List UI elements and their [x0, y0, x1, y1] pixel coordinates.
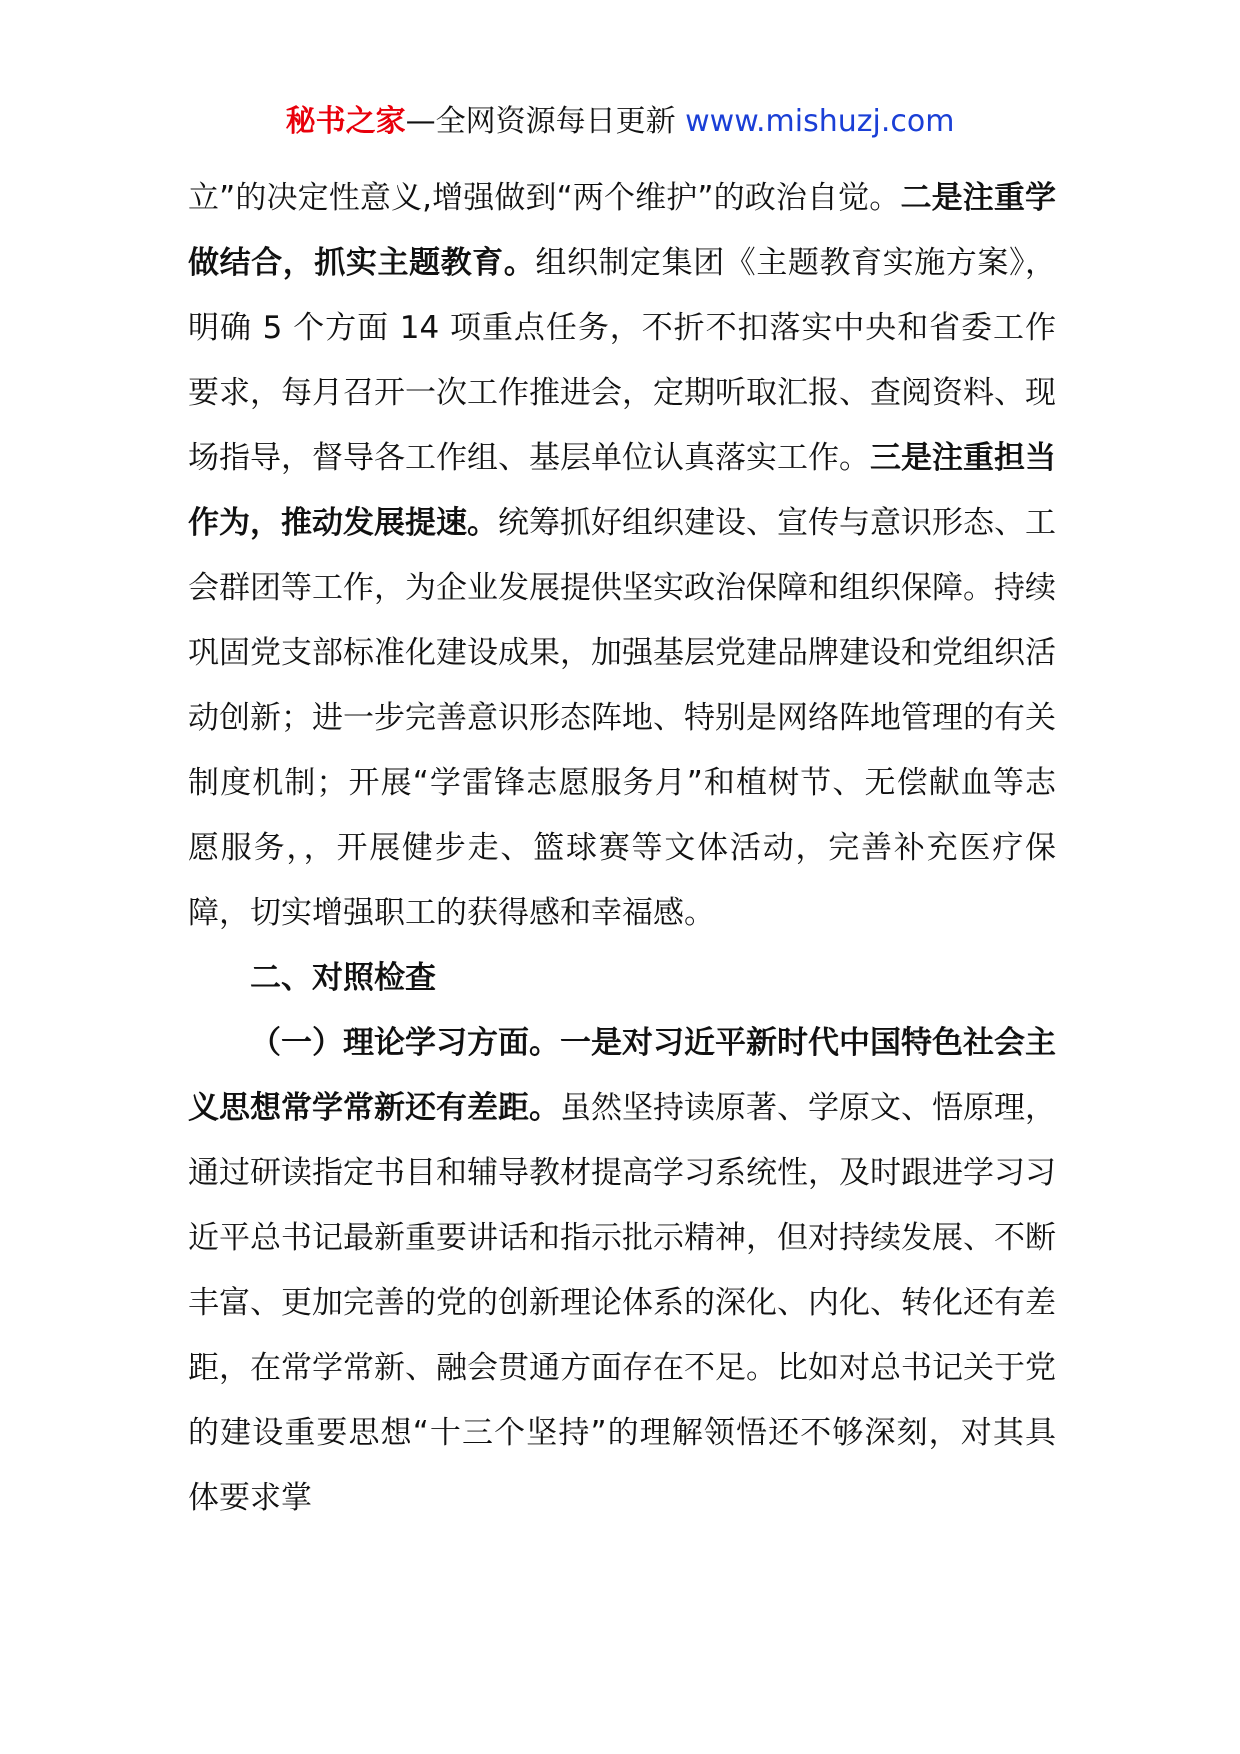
- paragraph-text: 统筹抓好组织建设、宣传与意识形态、工会群团等工作，为企业发展提供坚实政治保障和组织保障。持续巩固党支部标准化建设成果，加强基层党建品牌建设和党组织活动创新；进一步完善意识形态阵地、特别是网络阵地管理的有关制度机制；开展“学雷锋志愿服务月”和植树节、无偿献血等志愿服务，，开展健步走、篮球赛等文体活动，完善补充医疗保障，切实增强职工的获得感和幸福感。: [188, 505, 1056, 931]
- paragraph-text: 组织制定集团《主题教育实施方案》，明确 5 个方面 14 项重点任务，不折不扣落实中央和省委工作要求，每月召开一次工作推进会，定期听取汇报、查阅资料、现场指导，督导各工作组、基层单位认真落实工作。: [188, 245, 1057, 476]
- section-heading: 二、对照检查: [250, 960, 436, 996]
- bold-point-heading: 二是注重学做结合，抓实主题教育。: [188, 180, 1056, 281]
- document-body: [188, 166, 1056, 1531]
- header-url-link[interactable]: www.mishuzj.com: [685, 104, 955, 139]
- paragraph-theory-study: [188, 1011, 1056, 1531]
- page-header: [0, 100, 1240, 144]
- brand-name: 秘书之家: [285, 104, 406, 139]
- paragraph-text: 虽然坚持读原著、学原文、悟原理，通过研读指定书目和辅导教材提高学习系统性，及时跟进学习习近平总书记最新重要讲话和指示批示精神，但对持续发展、不断丰富、更加完善的党的创新理论体系的深化、内化、转化还有差距，在常学常新、融会贯通方面存在不足。比如对总书记关于党的建设重要思想“十三个坚持”的理解领悟还不够深刻，对其具体要求掌: [188, 1090, 1056, 1516]
- header-tagline: —全网资源每日更新: [405, 104, 676, 139]
- paragraph-text: 立”的决定性意义,增强做到“两个维护”的政治自觉。: [188, 180, 901, 216]
- paragraph-continuation: [188, 166, 1056, 946]
- bold-point-heading: 三是注重担当作为，推动发展提速。: [188, 440, 1056, 541]
- bold-point-heading: （一）理论学习方面。一是对习近平新时代中国特色社会主义思想常学常新还有差距。: [188, 1025, 1056, 1126]
